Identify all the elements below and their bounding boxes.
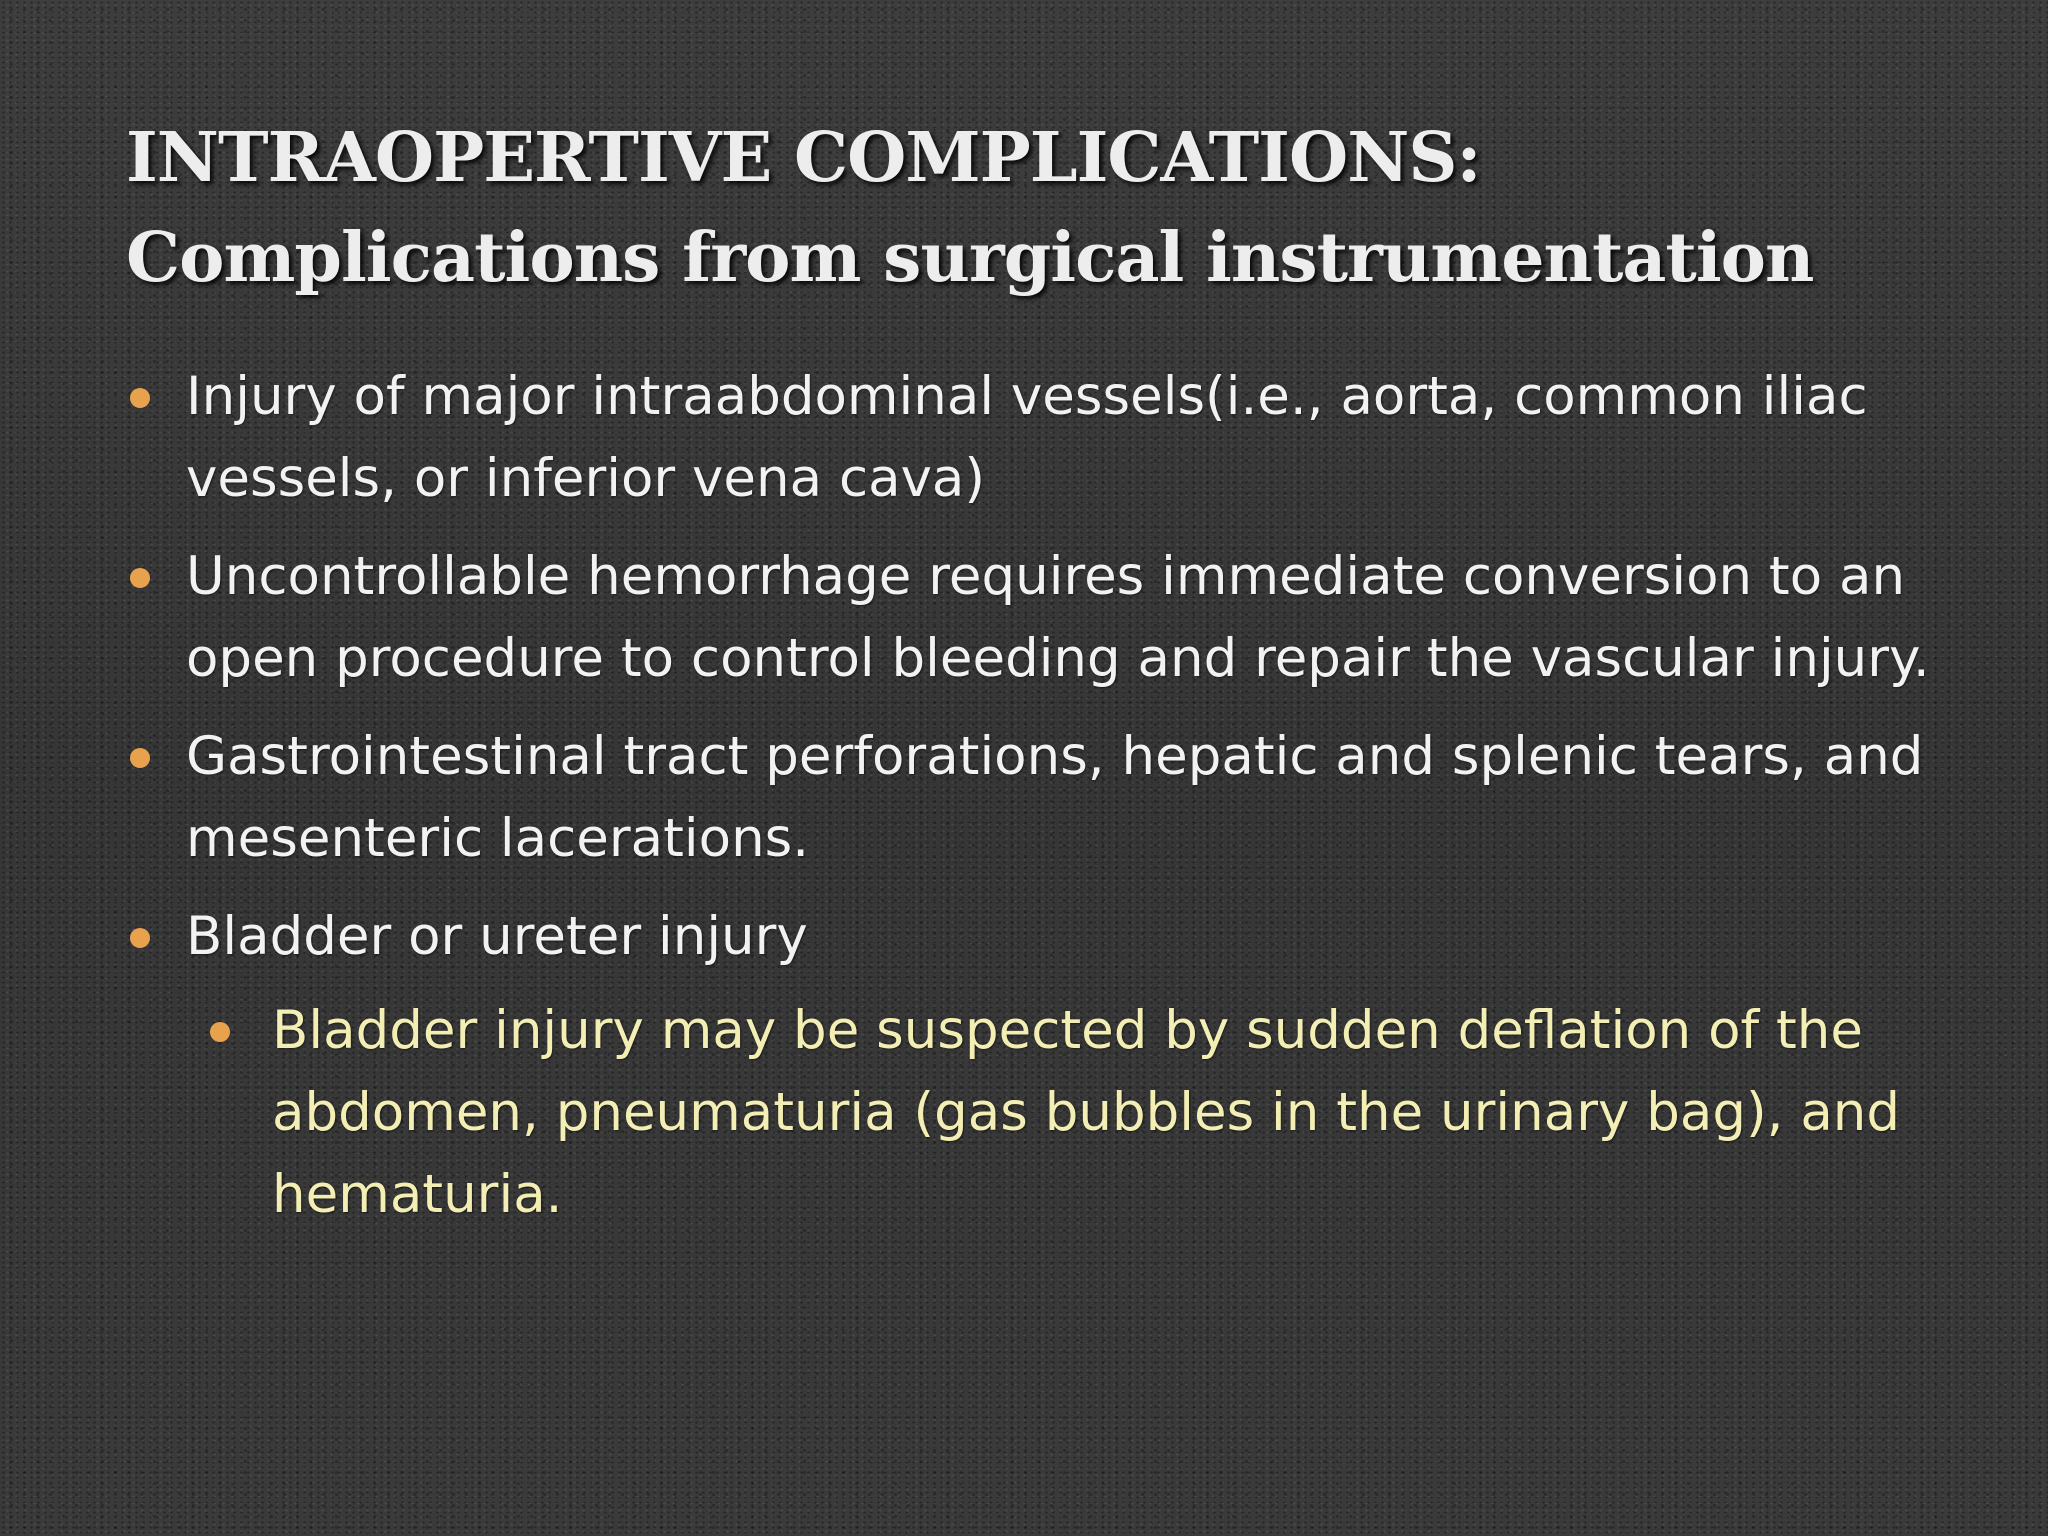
- slide-title: [126, 108, 1946, 308]
- sub-bullet-item: [210, 990, 1930, 1236]
- bullet-text: Gastrointestinal tract perforations, hepatic and splenic tears, and mesenteric lacerations.: [186, 726, 1924, 869]
- bullet-item: [130, 896, 1930, 1236]
- bullet-dot-icon: [130, 388, 150, 408]
- bullet-item: [130, 716, 1930, 880]
- sub-bullet-list: [186, 990, 1930, 1236]
- bullet-item: [130, 536, 1930, 700]
- bullet-list: [130, 356, 1930, 1236]
- bullet-text: Injury of major intraabdominal vessels(i.e., aorta, common iliac vessels, or inferior vena cava): [186, 366, 1868, 509]
- sub-bullet-dot-icon: [210, 1022, 230, 1042]
- bullet-dot-icon: [130, 928, 150, 948]
- sub-bullet-text: Bladder injury may be suspected by sudden deflation of the abdomen, pneumaturia (gas bubbles in the urinary bag), and hematuria.: [272, 1000, 1901, 1225]
- bullet-dot-icon: [130, 568, 150, 588]
- slide-content: [130, 356, 1930, 1252]
- bullet-text: Bladder or ureter injury: [186, 906, 808, 967]
- bullet-dot-icon: [130, 748, 150, 768]
- title-line-2: Complications from surgical instrumentation: [126, 218, 1814, 298]
- bullet-text: Uncontrollable hemorrhage requires immediate conversion to an open procedure to control bleeding and repair the vascular injury.: [186, 546, 1930, 689]
- title-line-1: INTRAOPERTIVE COMPLICATIONS:: [126, 118, 1481, 198]
- bullet-item: [130, 356, 1930, 520]
